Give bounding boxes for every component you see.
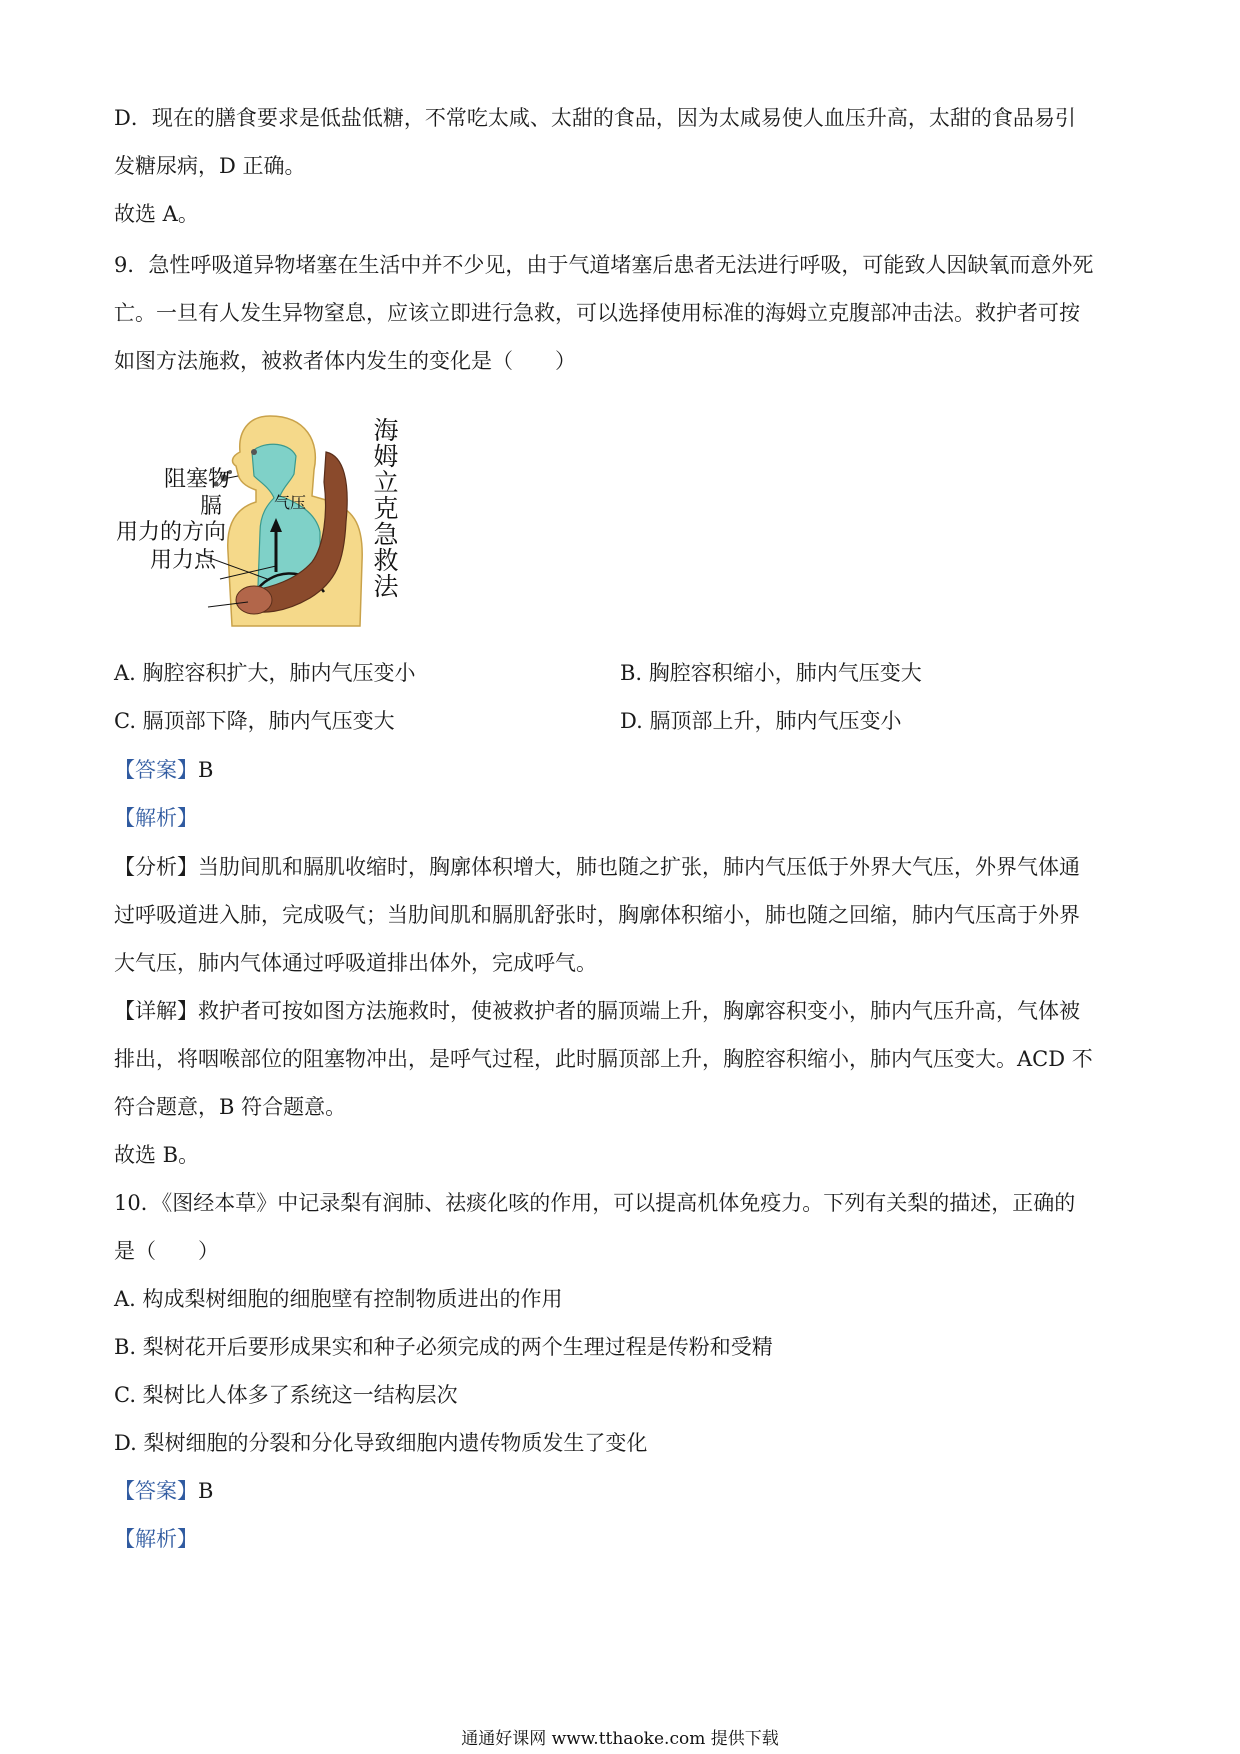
q10-option-b: B. 梨树花开后要形成果实和种子必须完成的两个生理过程是传粉和受精 <box>114 1335 773 1359</box>
q9-fenxi-line2: 过呼吸道进入肺，完成吸气；当肋间肌和膈肌舒张时，胸廓体积缩小，肺也随之回缩，肺内气压高于外界 <box>114 903 1080 927</box>
q9-xiangjie-line2: 排出，将咽喉部位的阻塞物冲出，是呼气过程，此时膈顶部上升，胸腔容积缩小，肺内气压变大。ACD 不 <box>114 1047 1093 1071</box>
xiangjie-tag: 【详解】 <box>114 999 198 1023</box>
answer-value: B <box>198 758 214 782</box>
q9-stem-line1: 9．急性呼吸道异物堵塞在生活中并不少见，由于气道堵塞后患者无法进行呼吸，可能致人因缺氧而意外死 <box>114 253 1094 277</box>
q9-fenxi-line1 <box>114 852 1080 882</box>
q10-option-a: A. 构成梨树细胞的细胞壁有控制物质进出的作用 <box>114 1287 563 1311</box>
answer-value: B <box>198 1479 214 1503</box>
label-obstruction: 阻塞物 <box>164 467 231 492</box>
q9-stem-line3: 如图方法施救，被救者体内发生的变化是（ ） <box>114 349 576 373</box>
q9-option-d: D. 膈顶部上升，肺内气压变小 <box>620 709 902 733</box>
label-force-direction: 用力的方向 <box>116 520 227 545</box>
xiangjie-text: 救护者可按如图方法施救时，使被救护者的膈顶端上升，胸廓容积变小，肺内气压升高，气体被 <box>198 999 1080 1023</box>
q9-option-a: A. 胸腔容积扩大，肺内气压变小 <box>114 661 416 685</box>
q9-xiangjie-line1 <box>114 996 1080 1026</box>
q9-xiangjie-line3: 符合题意，B 符合题意。 <box>114 1095 347 1119</box>
analysis-tag: 【解析】 <box>114 1527 198 1551</box>
label-diaphragm: 膈 <box>200 494 223 519</box>
q9-stem-line2: 亡。一旦有人发生异物窒息，应该立即进行急救，可以选择使用标准的海姆立克腹部冲击法。救护者可按 <box>114 301 1080 325</box>
q9-answer <box>114 755 213 785</box>
prev-conclusion: 故选 A。 <box>114 202 199 226</box>
q10-answer <box>114 1476 213 1506</box>
fenxi-tag: 【分析】 <box>114 855 198 879</box>
answer-tag: 【答案】 <box>114 1479 198 1503</box>
answer-tag: 【答案】 <box>114 758 198 782</box>
analysis-tag: 【解析】 <box>114 806 198 830</box>
q10-stem-line2: 是（ ） <box>114 1239 219 1263</box>
q9-option-c: C. 膈顶部下降，肺内气压变大 <box>114 709 395 733</box>
prev-option-d-line1: D．现在的膳食要求是低盐低糖，不常吃太咸、太甜的食品，因为太咸易使人血压升高，太甜的食品易引 <box>114 106 1076 130</box>
q9-conclusion: 故选 B。 <box>114 1143 200 1167</box>
q10-option-d: D. 梨树细胞的分裂和分化导致细胞内遗传物质发生了变化 <box>114 1431 648 1455</box>
label-force-point: 用力点 <box>150 548 217 573</box>
q9-fenxi-line3: 大气压，肺内气体通过呼吸道排出体外，完成呼气。 <box>114 951 597 975</box>
fenxi-text: 当肋间肌和膈肌收缩时，胸廓体积增大，肺也随之扩张，肺内气压低于外界大气压，外界气体通 <box>198 855 1080 879</box>
footer-source: 通通好课网 www.tthaoke.com 提供下载 <box>461 1729 779 1749</box>
prev-option-d-line2: 发糖尿病，D 正确。 <box>114 154 306 178</box>
q10-option-c: C. 梨树比人体多了系统这一结构层次 <box>114 1383 458 1407</box>
q9-option-b: B. 胸腔容积缩小，肺内气压变大 <box>620 661 922 685</box>
figure-title: 海姆立克急救法 <box>373 416 399 601</box>
q10-stem-line1: 10．《图经本草》中记录梨有润肺、祛痰化咳的作用，可以提高机体免疫力。下列有关梨的描述，正确的 <box>114 1191 1076 1215</box>
q9-analysis-heading <box>114 803 198 833</box>
label-pressure: 气压 <box>274 493 307 512</box>
q10-analysis-heading <box>114 1524 198 1554</box>
